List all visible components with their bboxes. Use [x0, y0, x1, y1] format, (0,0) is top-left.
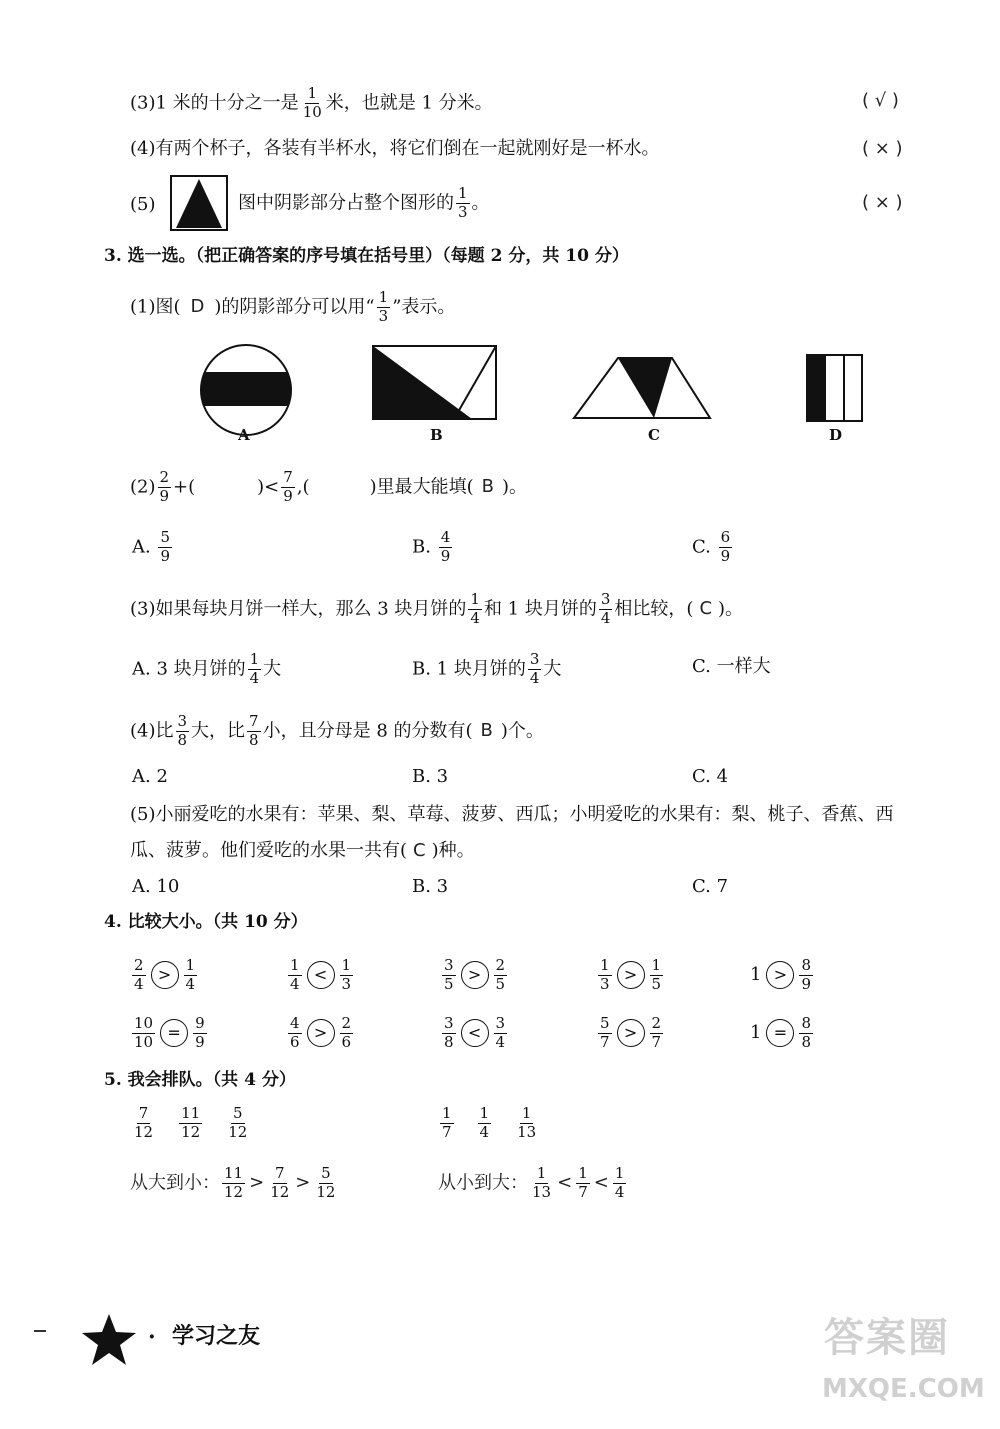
s3-q2: (2) $\frac{2}{9}$ +( )< $\frac{7}{9}$ ,( )里最大能填( B )。: [130, 468, 527, 505]
fraction: $\frac{3}{8}$: [177, 712, 188, 749]
fraction: $\frac{4}{6}$: [290, 1014, 300, 1051]
judge-q4: [130, 140, 660, 158]
comparison-item: [286, 958, 355, 993]
fraction: $\frac{8}{8}$: [801, 1014, 811, 1051]
section-5-title: 5. 我会排队。（共 4 分）: [104, 1070, 296, 1090]
fraction: $\frac{7}{8}$: [249, 712, 259, 749]
order-operator: <: [557, 1172, 573, 1194]
s3-q4-option-c: C. 4: [692, 766, 729, 787]
order-operator: >: [249, 1172, 265, 1194]
comparison-item: 1 > $\frac{8}{9}$: [750, 956, 811, 993]
comparison-circle: >: [307, 1019, 335, 1047]
fraction: $\frac{1}{3}$: [378, 288, 389, 325]
comparison-item: [130, 958, 199, 993]
s3-q1: (1)图( D )的阴影部分可以用“ $\frac{1}{3}$ ”表示。: [130, 288, 456, 325]
fraction: $\frac{1}{3}$: [458, 184, 468, 221]
answer-paren: ( √ ): [862, 90, 899, 111]
comparison-item: [440, 958, 509, 993]
figure-label: A: [238, 426, 250, 444]
s3-q4-option-a: A. 2: [132, 766, 168, 787]
fraction: $\frac{3}{5}$: [444, 956, 454, 993]
watermark-logo: 答案圈: [824, 1315, 950, 1361]
q-num: (3): [130, 92, 156, 114]
s3-q3-option-a: A. 3 块月饼的 $\frac{1}{4}$ 大: [132, 650, 282, 687]
figure-label: D: [829, 426, 843, 444]
s3-q3-option-b: B. 1 块月饼的 $\frac{3}{4}$ 大: [412, 650, 562, 687]
comparison-circle: =: [160, 1019, 188, 1047]
fraction: $\frac{3}{4}$: [495, 1014, 506, 1051]
section-4-title: 4. 比较大小。（共 10 分）: [104, 912, 308, 932]
figure-b-rectangle: [372, 345, 498, 421]
fraction: $\frac{5}{12}$: [228, 1104, 248, 1141]
footer-dot: ·: [148, 1324, 156, 1350]
fraction: $\frac{9}{9}$: [195, 1014, 205, 1051]
handwritten-answer: B: [480, 720, 493, 742]
fraction: $\frac{2}{7}$: [651, 1014, 662, 1051]
fraction: $\frac{7}{9}$: [283, 468, 293, 505]
comparison-circle: >: [617, 1019, 645, 1047]
footer-dash: [34, 1330, 46, 1332]
order-label: 从小到大：: [438, 1172, 528, 1194]
fraction: $\frac{11}{12}$: [181, 1104, 201, 1141]
triangle-figure: [170, 175, 230, 233]
s3-q5-line2: 瓜、菠萝。他们爱吃的水果一共有( C )种。: [130, 840, 475, 861]
fraction: $\frac{3}{8}$: [444, 1014, 454, 1051]
watermark-url: MXQE.COM: [822, 1374, 985, 1404]
footer-brand: 学习之友: [172, 1324, 261, 1349]
fraction: $\frac{1}{13}$: [532, 1164, 552, 1201]
s3-q4-option-b: B. 3: [412, 766, 449, 787]
q-text: 图中阴影部分占整个图形的: [238, 192, 454, 214]
fraction: $\frac{1}{3}$: [600, 956, 610, 993]
comparison-item: [596, 958, 665, 993]
q-num: (4): [130, 138, 156, 159]
comparison-item: [130, 1016, 209, 1051]
q-text: 1 米的十分之一是: [155, 92, 299, 114]
fraction: $\frac{2}{5}$: [495, 956, 506, 993]
comparison-item: 1 = $\frac{8}{8}$: [750, 1014, 811, 1051]
handwritten-answer: C: [699, 598, 713, 620]
comparison-circle: =: [766, 1019, 794, 1047]
fraction: $\frac{1}{5}$: [651, 956, 662, 993]
comparison-item: [596, 1016, 665, 1051]
fraction: $\frac{1}{13}$: [517, 1104, 537, 1141]
comparison-circle: <: [461, 1019, 489, 1047]
s3-q4: (4)比 $\frac{3}{8}$ 大，比 $\frac{7}{8}$ 小，且分母是 8 的分数有( B )个。: [130, 712, 544, 749]
comparison-circle: >: [617, 961, 645, 989]
order-answer-asc: [438, 1166, 628, 1201]
fraction: $\frac{7}{12}$: [270, 1164, 290, 1201]
fraction: $\frac{5}{12}$: [316, 1164, 336, 1201]
judge-q5-num: (5): [130, 194, 156, 215]
figure-label: B: [430, 426, 443, 444]
fraction: $\frac{2}{6}$: [341, 1014, 352, 1051]
answer-paren: ( × ): [862, 192, 903, 213]
fraction: $\frac{5}{7}$: [600, 1014, 610, 1051]
fraction: $\frac{1}{4}$: [470, 590, 480, 627]
judge-q3: [130, 86, 493, 121]
comparison-circle: >: [766, 961, 794, 989]
judge-q5: 图中阴影部分占整个图形的 $\frac{1}{3}$ 。: [238, 184, 490, 221]
answer-paren: ( × ): [862, 138, 903, 159]
figure-c-trapezoid: [572, 356, 712, 420]
s3-q3: (3)如果每块月饼一样大，那么 3 块月饼的 $\frac{1}{4}$ 和 1 块月饼的 $\frac{3}{4}$ 相比较，( C )。: [130, 590, 744, 627]
fraction: $\frac{1}{4}$: [185, 956, 196, 993]
order-label: 从大到小：: [130, 1172, 220, 1194]
q-text: 有两个杯子，各装有半杯水，将它们倒在一起就刚好是一杯水。: [155, 138, 660, 159]
comparison-item: [286, 1016, 355, 1051]
s3-q5-option-a: A. 10: [132, 876, 180, 897]
figure-a-circle: [198, 342, 294, 438]
comparison-item: [440, 1016, 509, 1051]
fraction: $\frac{1}{3}$: [341, 956, 352, 993]
figure-d-bars: [806, 354, 864, 422]
s3-q2-option-b: B. $\frac{4}{9}$: [412, 528, 451, 565]
fraction: $\frac{1}{4}$: [614, 1164, 625, 1201]
figure-label: C: [648, 426, 660, 444]
handwritten-answer: B: [481, 476, 494, 498]
fraction: $\frac{1}{4}$: [290, 956, 300, 993]
fraction: $\frac{11}{12}$: [224, 1164, 244, 1201]
fraction: $\frac{2}{9}$: [159, 468, 170, 505]
s3-q3-option-c: C. 一样大: [692, 656, 771, 677]
fraction-set-1: [130, 1106, 271, 1141]
fraction: $\frac{10}{10}$: [134, 1014, 154, 1051]
order-operator: <: [593, 1172, 609, 1194]
s3-q2-option-c: C. $\frac{6}{9}$: [692, 528, 731, 565]
s3-q5-option-c: C. 7: [692, 876, 729, 897]
fraction: $\frac{1}{7}$: [442, 1104, 452, 1141]
section-3-title: 3. 选一选。（把正确答案的序号填在括号里）（每题 2 分，共 10 分）: [104, 246, 629, 266]
fraction: $\frac{7}{12}$: [134, 1104, 154, 1141]
fraction: $\frac{3}{4}$: [600, 590, 611, 627]
comparison-circle: >: [461, 961, 489, 989]
q-text: 米，也就是 1 分米。: [325, 92, 493, 114]
order-operator: >: [295, 1172, 311, 1194]
fraction: $\frac{1}{7}$: [578, 1164, 588, 1201]
order-answer-desc: [130, 1166, 339, 1201]
handwritten-answer: D: [190, 296, 205, 318]
fraction: $\frac{1}{4}$: [479, 1104, 490, 1141]
star-icon: [80, 1312, 138, 1368]
fraction: $\frac{8}{9}$: [801, 956, 811, 993]
fraction: $\frac{1}{10}$: [302, 84, 322, 121]
handwritten-answer: C: [413, 840, 426, 861]
comparison-circle: <: [307, 961, 335, 989]
s3-q5-line1: (5)小丽爱吃的水果有：苹果、梨、草莓、菠萝、西瓜；小明爱吃的水果有：梨、桃子、香蕉、西: [130, 804, 894, 825]
comparison-circle: >: [151, 961, 179, 989]
s3-q2-option-a: A. $\frac{5}{9}$: [132, 528, 171, 565]
fraction-set-2: [438, 1106, 560, 1141]
s3-q5-option-b: B. 3: [412, 876, 449, 897]
fraction: $\frac{2}{4}$: [134, 956, 144, 993]
